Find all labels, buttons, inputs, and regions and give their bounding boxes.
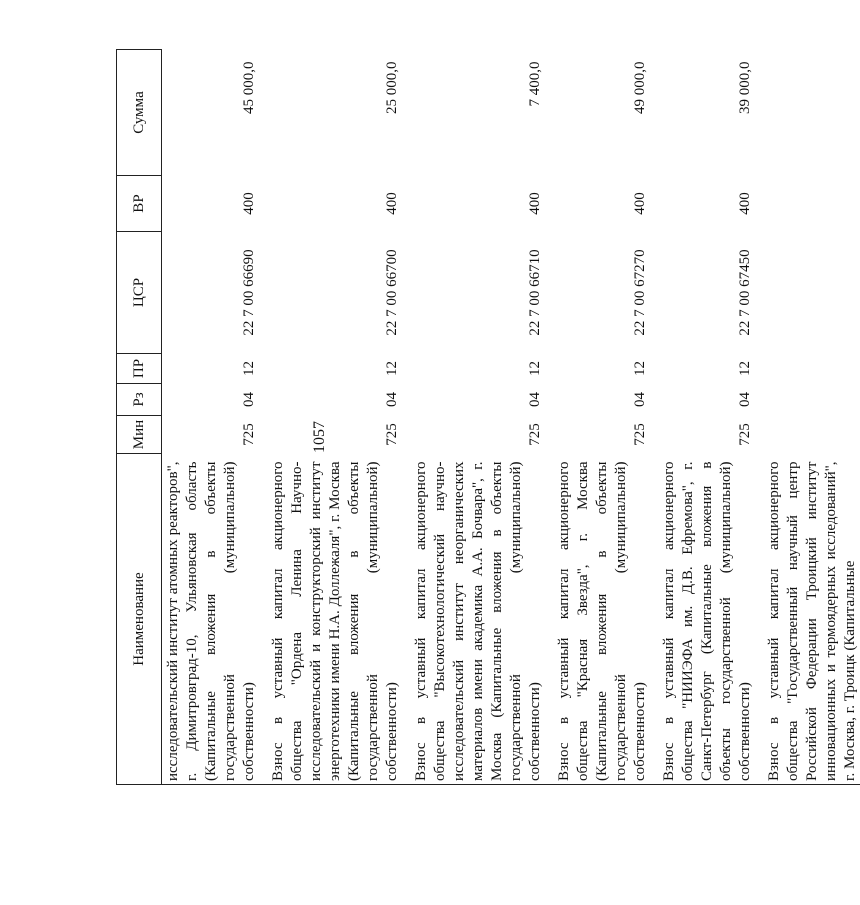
header-sum: Сумма [117,50,162,176]
row-sum [761,50,860,176]
row-pr: 12 [384,361,400,376]
row-csr [761,232,860,354]
row-vr [761,176,860,232]
header-csr: ЦСР [117,232,162,354]
row-sum: 45 000,0 [241,61,257,114]
row-name: Взнос в уставный капитал акционерного общества "Ордена Ленина Научно-исследовательский и конструкторский институт энерготехники имени Н.А. Доллежаля", г. Москва (Капитальные вложения в объекты государственной (муниципальной) собственности) [265,454,408,785]
row-csr: 22 7 00 66690 [241,249,257,336]
row-rz: 04 [527,392,543,407]
row-csr: 22 7 00 66700 [384,249,400,336]
row-min: 725 [632,423,648,446]
row-name: Взнос в уставный капитал акционерного общества "Красная Звезда", г. Москва (Капитальные вложения в объекты государственной (муниципальной) собственности) [551,454,656,785]
header-vr: ВР [117,176,162,232]
row-rz [761,384,860,416]
row-pr: 12 [632,361,648,376]
row-min [761,416,860,454]
row-csr: 22 7 00 67270 [632,249,648,336]
table-row [551,50,656,785]
row-vr: 400 [632,192,648,215]
row-sum: 7 400,0 [527,61,543,107]
row-name: Взнос в уставный капитал акционерного общества "НИИЭФА им. Д.В. Ефремова", г. Санкт-Петербург (Капитальные вложения в объекты государственной (муниципальной) собственности) [656,454,761,785]
row-csr: 22 7 00 67450 [737,249,753,336]
row-min: 725 [241,423,257,446]
row-pr: 12 [527,361,543,376]
table-header-row [117,50,162,785]
row-vr: 400 [241,192,257,215]
table-row [162,50,266,785]
row-rz: 04 [384,392,400,407]
row-rz: 04 [632,392,648,407]
table-row [656,50,761,785]
row-name: Взнос в уставный капитал акционерного общества "Высокотехнологический научно-исследовательский институт неорганических материалов имени академика А.А. Бочвара", г. Москва (Капитальные вложения в объекты государственной (муниципальной) собственности) [408,454,551,785]
row-vr: 400 [737,192,753,215]
row-min: 725 [384,423,400,446]
header-name: Наименование [117,454,162,785]
header-min: Мин [117,416,162,454]
header-pr: ПР [117,354,162,384]
row-csr: 22 7 00 66710 [527,249,543,336]
row-rz: 04 [737,392,753,407]
row-vr: 400 [527,192,543,215]
row-name: Взнос в уставный капитал акционерного общества "Государственный научный центр Российской Федерации Троицкий институт инновационных и термоядерных исследований", г. Москва, г. Троицк (Капитальные [761,454,860,785]
row-pr: 12 [241,361,257,376]
row-sum: 25 000,0 [384,61,400,114]
row-min: 725 [527,423,543,446]
row-pr: 12 [737,361,753,376]
row-name: исследовательский институт атомных реакторов", г. Димитровград-10, Ульяновская область (Капитальные вложения в объекты государственной (муниципальной) собственности) [162,454,266,785]
row-min: 725 [737,423,753,446]
row-rz: 04 [241,392,257,407]
row-pr [761,354,860,384]
row-sum: 49 000,0 [632,61,648,114]
table-row [265,50,408,785]
budget-table-container [116,50,858,785]
budget-table [116,49,860,785]
row-vr: 400 [384,192,400,215]
table-row [761,50,860,785]
row-sum: 39 000,0 [737,61,753,114]
page-number: 1057 [311,421,328,453]
header-rz: Рз [117,384,162,416]
table-row [408,50,551,785]
